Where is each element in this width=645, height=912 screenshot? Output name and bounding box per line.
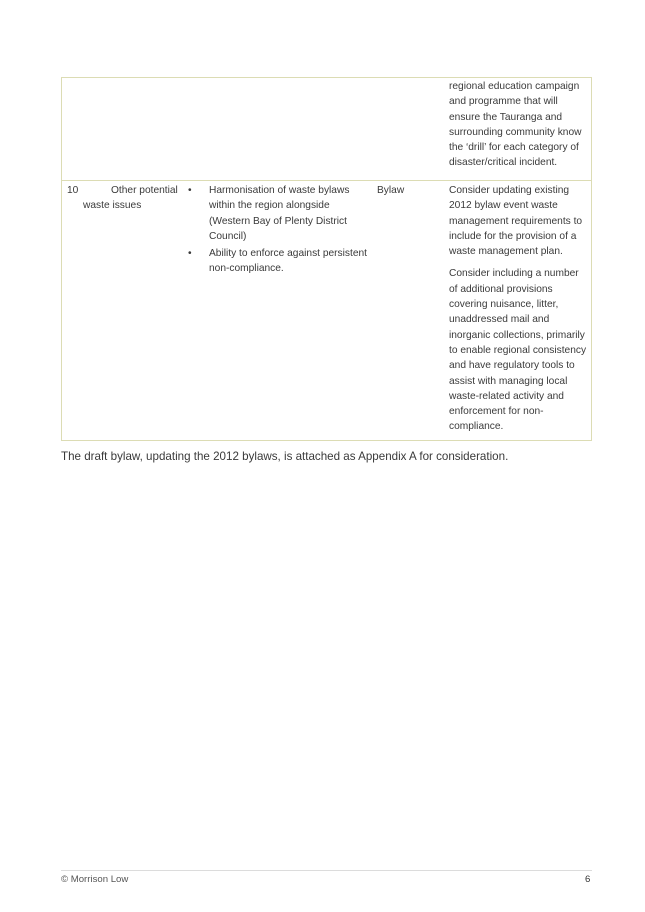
- recommendation-cell: [449, 183, 591, 435]
- footer-divider: [61, 870, 592, 871]
- issue-title-line: Other potential: [111, 185, 178, 196]
- text-line: waste-related activity and: [449, 390, 564, 402]
- issues-list: [188, 183, 368, 277]
- text-line: and programme that will: [449, 96, 558, 108]
- text-line: unaddressed mail and: [449, 314, 550, 326]
- text-line: include for the provision of a: [449, 230, 577, 242]
- text-line: to enable regional consistency: [449, 344, 587, 356]
- text-line: regional education campaign: [449, 81, 580, 92]
- recommendation-paragraph: [449, 183, 591, 259]
- page-number: 6: [585, 874, 591, 885]
- text-line: management requirements to: [449, 215, 583, 227]
- text-line: and have regulatory tools to: [449, 360, 575, 372]
- table-row: [62, 181, 591, 440]
- text-line: of additional provisions: [449, 283, 553, 295]
- text-line: Consider including a number: [449, 268, 579, 280]
- text-line: enforcement for non-: [449, 406, 544, 418]
- bylaw-issues-table: [61, 77, 592, 441]
- issue-title-line: waste issues: [83, 200, 142, 212]
- text-line: assist with managing local: [449, 375, 568, 387]
- body-paragraph: The draft bylaw, updating the 2012 bylaws, is attached as Appendix A for consideration.: [61, 450, 509, 463]
- text-line: Council): [209, 230, 247, 242]
- text-line: 2012 bylaw event waste: [449, 200, 558, 212]
- text-line: (Western Bay of Plenty District: [209, 215, 347, 227]
- text-line: the ‘drill’ for each category of: [449, 142, 579, 154]
- text-line: ensure the Tauranga and: [449, 111, 563, 123]
- text-line: non-compliance.: [209, 263, 284, 275]
- table-row: [62, 78, 591, 181]
- footer-copyright: © Morrison Low: [61, 874, 129, 885]
- text-line: Consider updating existing: [449, 185, 570, 196]
- text-line: surrounding community know: [449, 126, 582, 138]
- text-line: inorganic collections, primarily: [449, 329, 585, 341]
- list-item: [188, 183, 368, 244]
- text-line: within the region alongside: [209, 200, 330, 212]
- issue-number: 10: [67, 185, 79, 196]
- text-line: covering nuisance, litter,: [449, 299, 559, 311]
- recommendation-paragraph: [449, 266, 591, 434]
- recommendation-cell: [449, 79, 589, 171]
- tool-cell: Bylaw: [377, 185, 405, 196]
- list-item: [188, 246, 368, 277]
- text-line: • Ability to enforce against persistent: [209, 248, 367, 260]
- text-line: waste management plan.: [449, 246, 563, 258]
- text-line: • Harmonisation of waste bylaws: [209, 185, 350, 196]
- text-line: compliance.: [449, 421, 504, 433]
- issues-cell: [188, 183, 368, 277]
- text-line: disaster/critical incident.: [449, 157, 558, 169]
